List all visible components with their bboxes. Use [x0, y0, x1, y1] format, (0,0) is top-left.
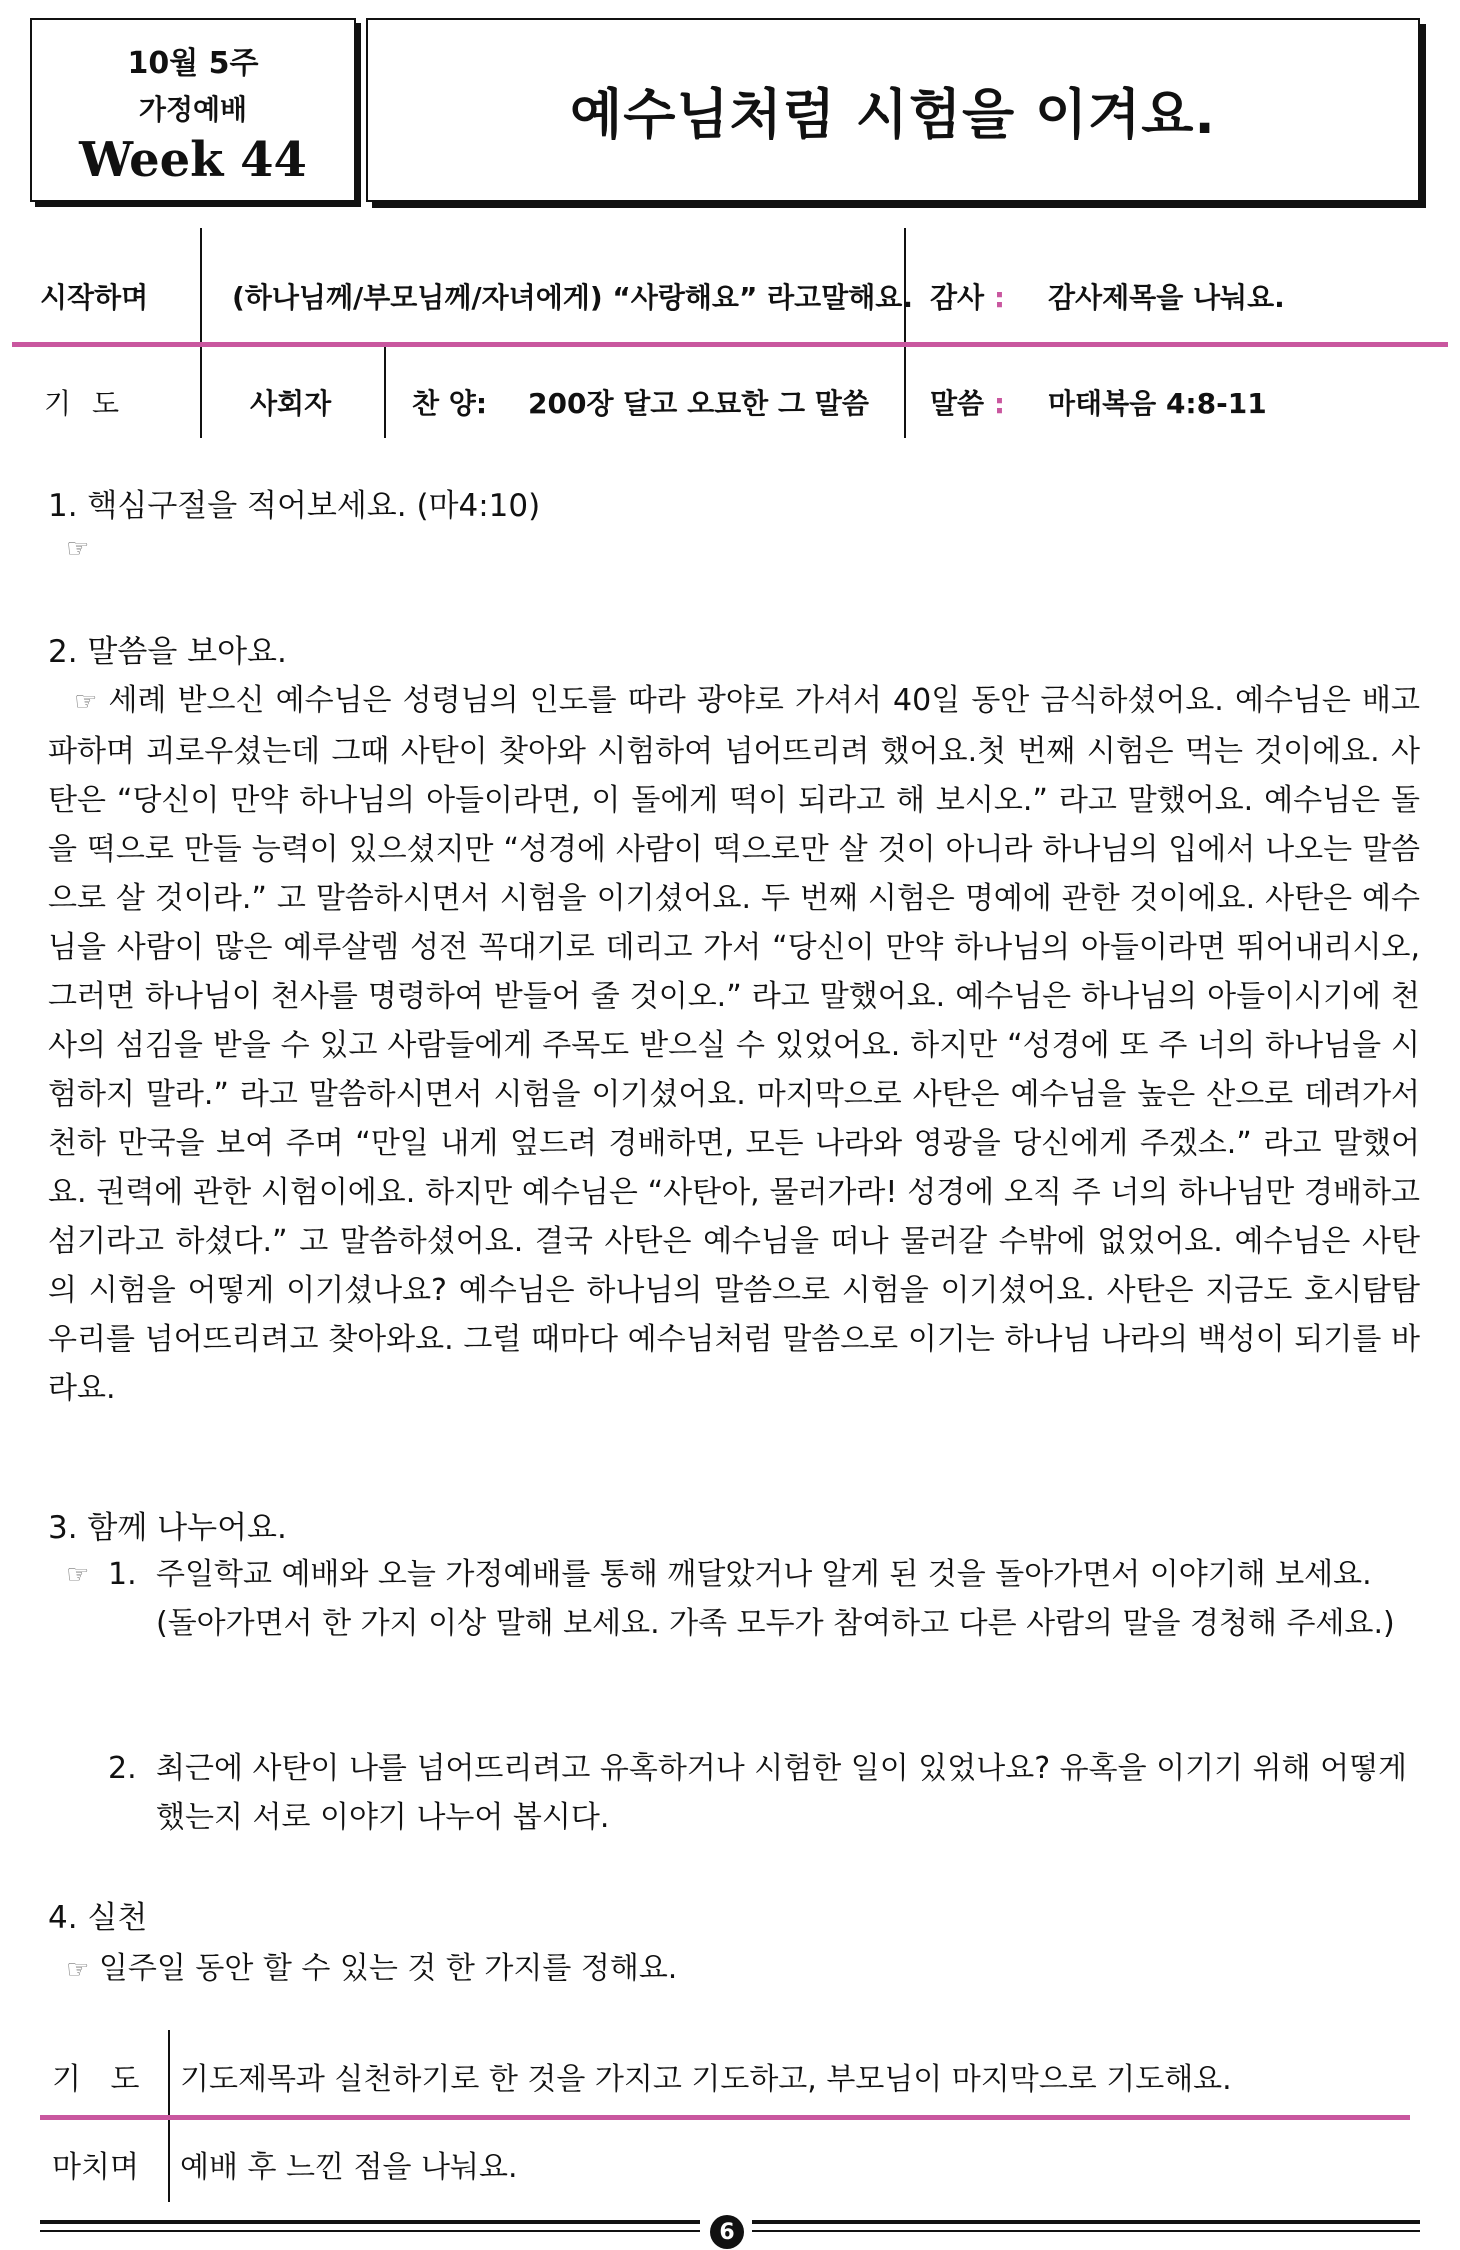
practice-text: 일주일 동안 할 수 있는 것 한 가지를 정해요.: [98, 1951, 678, 1986]
closing-prayer-label: 기 도: [52, 2062, 150, 2097]
pointing-hand-icon: ☞: [66, 1955, 90, 1985]
start-label: 시작하며: [40, 281, 149, 314]
section4-heading: 4. 실천: [48, 1900, 148, 1936]
section4-line: [66, 1944, 677, 1995]
closing-end-label: 마치며: [52, 2150, 139, 2185]
divider: [384, 346, 386, 438]
section2-heading: 2. 말씀을 보아요.: [48, 634, 287, 670]
divider: [904, 228, 906, 438]
footer-rule: [40, 2220, 700, 2224]
week-number: Week 44: [79, 132, 307, 188]
thanks-colon: :: [993, 281, 1006, 314]
week-info-box: [30, 18, 356, 202]
thanks-content: 감사제목을 나눠요.: [1048, 281, 1285, 314]
word-colon: :: [993, 387, 1006, 420]
word-content: 마태복음 4:8-11: [1048, 387, 1267, 420]
pointing-hand-icon: ☞: [66, 534, 90, 564]
start-content: (하나님께/부모님께/자녀에게) “사랑해요” 라고말해요.: [232, 281, 913, 314]
hymn-content: 200장 달고 오묘한 그 말씀: [528, 387, 869, 420]
thanks-label-text: 감사: [930, 281, 985, 314]
page-number: 6: [710, 2215, 744, 2249]
sermon-text: 세례 받으신 예수님은 성령님의 인도를 따라 광야로 가셔서 40일 동안 금식하셨어요. 예수님은 배고파하며 괴로우셨는데 그때 사탄이 찾아와 시험하여 넘어뜨리려 했어요.첫 번째 시험은 먹는 것이에요. 사탄은 “당신이 만약 하나님의 아들이라면, 이 돌에게 떡이 되라고 해 보시오.” 라고 말했어요. 예수님은 돌을 떡으로 만들 능력이 있으셨지만 “성경에 사람이 떡으로만 살 것이 아니라 하나님의 입에서 나오는 말씀으로 살 것이라.” 고 말씀하시면서 시험을 이기셨어요. 두 번째 시험은 명예에 관한 것이에요. 사탄은 예수님을 사람이 많은 예루살렘 성전 꼭대기로 데리고 가서 “당신이 만약 하나님의 아들이라면 뛰어내리시오, 그러면 하나님이 천사를 명령하여 받들어 줄 것이오.” 라고 말했어요. 예수님은 하나님의 아들이시기에 천사의 섬김을 받을 수 있고 사람들에게 주목도 받으실 수 있었어요. 하지만 “성경에 또 주 너의 하나님을 시험하지 말라.” 라고 말씀하시면서 시험을 이기셨어요. 마지막으로 사탄은 예수님을 높은 산으로 데려가서 천하 만국을 보여 주며 “만일 내게 엎드려 경배하면, 모든 나라와 영광을 당신에게 주겠소.” 라고 말했어요. 권력에 관한 시험이에요. 하지만 예수님은 “사탄아, 물러가라! 성경에 오직 주 너의 하나님만 경배하고 섬기라고 하셨다.” 고 말씀하셨어요. 결국 사탄은 예수님을 떠나 물러갈 수밖에 없었어요. 예수님은 사탄의 시험을 어떻게 이기셨나요? 예수님은 하나님의 말씀으로 시험을 이기셨어요. 사탄은 지금도 호시탐탐 우리를 넘어뜨리려고 찾아와요. 그럴 때마다 예수님처럼 말씀으로 이기는 하나님 나라의 백성이 되기를 바라요.: [48, 683, 1420, 1406]
prayer-label: 기 도: [44, 387, 125, 420]
pointing-hand-icon: ☞: [66, 1560, 90, 1590]
pink-divider: [40, 2115, 1410, 2120]
closing-prayer-content: 기도제목과 실천하기로 한 것을 가지고 기도하고, 부모님이 마지막으로 기도해요.: [180, 2062, 1232, 2097]
title-box: [366, 18, 1420, 202]
section3-heading: 3. 함께 나누어요.: [48, 1510, 287, 1546]
footer-rule: [752, 2220, 1420, 2224]
word-label: [930, 382, 1005, 422]
question-1: 주일학교 예배와 오늘 가정예배를 통해 깨달았거나 알게 된 것을 돌아가면서 이야기해 보세요. (돌아가면서 한 가지 이상 말해 보세요. 가족 모두가 참여하고 다른 사람의 말을 경청해 주세요.): [156, 1557, 1395, 1641]
leader-label: 사회자: [250, 387, 332, 420]
question-2-number: 2.: [108, 1751, 137, 1786]
question-2: 최근에 사탄이 나를 넘어뜨리려고 유혹하거나 시험한 일이 있었나요? 유혹을 이기기 위해 어떻게 했는지 서로 이야기 나누어 봅시다.: [156, 1751, 1408, 1835]
pointing-hand-icon: ☞: [74, 687, 98, 717]
divider: [200, 228, 202, 438]
thanks-label: [930, 276, 1005, 316]
hymn-label: 찬 양:: [412, 387, 488, 420]
footer-rule: [40, 2230, 700, 2232]
section2-body: [48, 676, 1420, 1413]
word-label-text: 말씀: [930, 387, 985, 420]
week-date: 10월 5주: [127, 46, 259, 81]
page-title: 예수님처럼 시험을 이겨요.: [570, 82, 1216, 146]
closing-end-content: 예배 후 느낀 점을 나눠요.: [180, 2150, 518, 2185]
pink-divider: [12, 342, 1448, 347]
question-1-number: 1.: [108, 1557, 137, 1592]
footer-rule: [752, 2230, 1420, 2232]
section1-heading: 1. 핵심구절을 적어보세요. (마4:10): [48, 488, 541, 524]
worship-type: 가정예배: [138, 93, 248, 126]
